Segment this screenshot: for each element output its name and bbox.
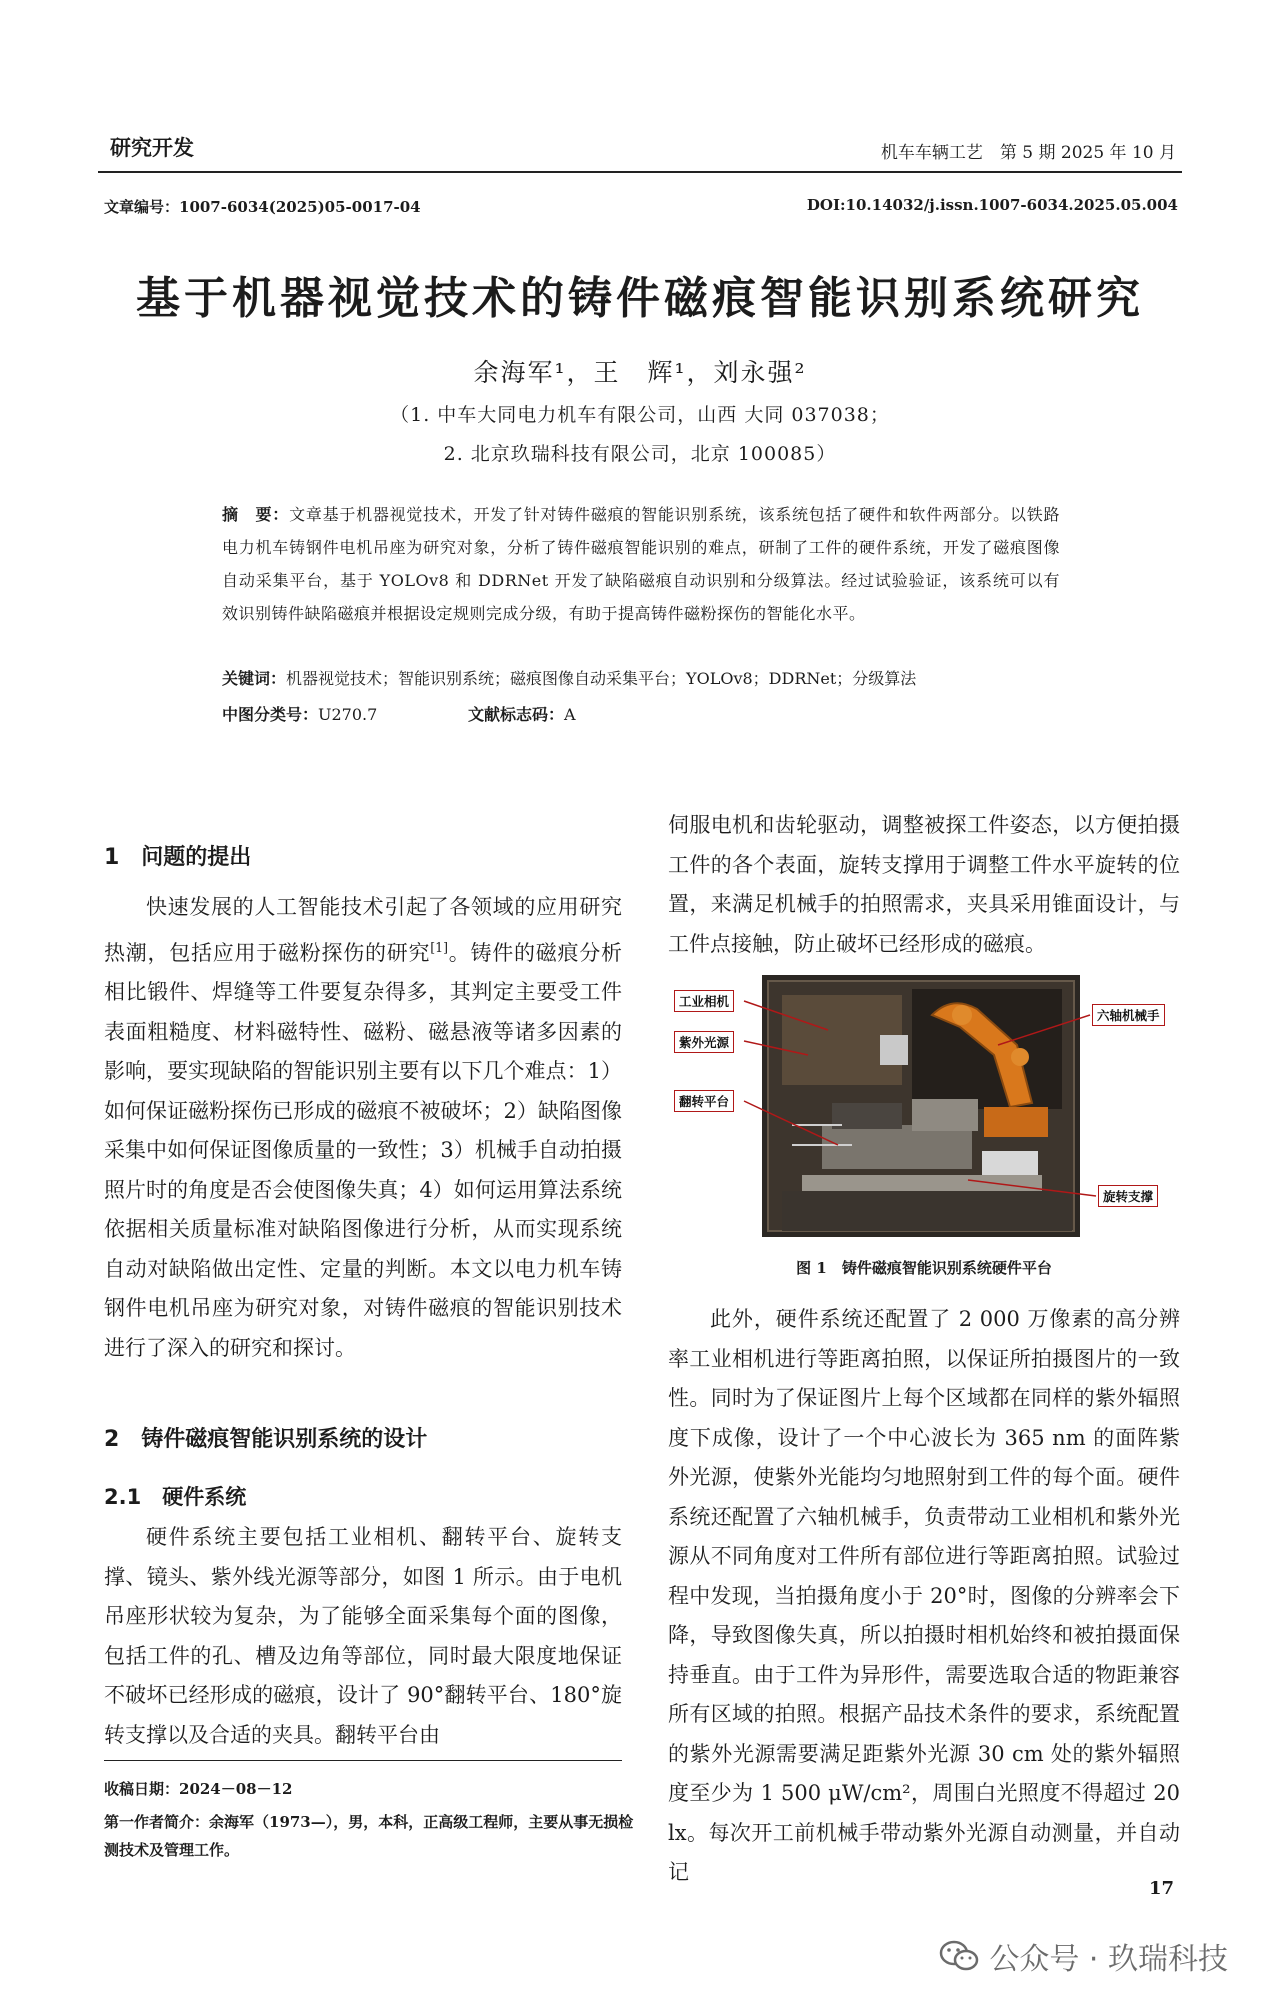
watermark: [939, 1934, 1228, 1978]
label-flip-platform: 翻转平台: [674, 1090, 734, 1112]
authors: 余海军¹，王 辉¹，刘永强²: [473, 358, 807, 387]
section-2-heading: 2 铸件磁痕智能识别系统的设计: [104, 1427, 428, 1452]
abstract-text: 文章基于机器视觉技术，开发了针对铸件磁痕的智能识别系统，该系统包括了硬件和软件两部分。以铁路电力机车铸钢件电机吊座为研究对象，分析了铸件磁痕智能识别的难点，研制了工件的硬件系统，开发了磁痕图像自动采集平台，基于 YOLOv8 和 DDRNet 开发了缺陷磁痕自动识别和分级算法。经过试验验证，该系统可以有效识别铸件缺陷磁痕并根据设定规则完成分级，有助于提高铸件磁粉探伤的智能化水平。: [222, 505, 1060, 623]
section-1-heading: 1 问题的提出: [104, 845, 252, 870]
right-p1-text: 伺服电机和齿轮驱动，调整被探工件姿态，以方便拍摄工件的各个表面，旋转支撑用于调整工件水平旋转的位置，来满足机械手的拍照需求，夹具采用锥面设计，与工件点接触，防止破坏已经形成的磁痕。: [668, 813, 1180, 956]
document-code: [468, 702, 576, 725]
footnote-rule: [104, 1760, 622, 1761]
label-six-axis-robot: 六轴机械手: [1092, 1004, 1165, 1026]
affiliation-2: 2. 北京玖瑞科技有限公司，北京 100085）: [443, 443, 837, 465]
right-paragraph-2: [668, 1300, 1180, 1893]
keywords-label: 关键词：: [222, 669, 287, 688]
article-number: 文章编号：1007-6034(2025)05-0017-04: [104, 198, 421, 216]
clc-value: U270.7: [318, 705, 378, 724]
keywords-text: 机器视觉技术；智能识别系统；磁痕图像自动采集平台；YOLOv8；DDRNet；分级算法: [286, 669, 917, 688]
header-rule: [98, 171, 1182, 173]
s1-text-b: 。铸件的磁痕分析相比锻件、焊缝等工件要复杂得多，其判定主要受工件表面粗糙度、材料磁特性、磁粉、磁悬液等诸多因素的影响，要实现缺陷的智能识别主要有以下几个难点：1）如何保证磁粉探伤已形成的磁痕不被破坏；2）缺陷图像采集中如何保证图像质量的一致性；3）机械手自动拍摄照片时的角度是否会使图像失真；4）如何运用算法系统依据相关质量标准对缺陷图像进行分析，从而实现系统自动对缺陷做出定性、定量的判断。本文以电力机车铸钢件电机吊座为研究对象，对铸件磁痕的智能识别技术进行了深入的研究和探讨。: [104, 940, 622, 1360]
received-date: 收稿日期：2024－08－12: [104, 1780, 293, 1798]
right-p2-text: 此外，硬件系统还配置了 2 000 万像素的高分辨率工业相机进行等距离拍照，以保证所拍摄图片的一致性。同时为了保证图片上每个区域都在同样的紫外辐照度下成像，设计了一个中心波长为 365 nm 的面阵紫外光源，使紫外光能均匀地照射到工件的每个面。硬件系统还配置了六轴机械手，负责带动工业相机和紫外光源从不同角度对工件所有部位进行等距离拍照。试验过程中发现，当拍摄角度小于 20°时，图像的分辨率会下降，导致图像失真，所以拍摄时相机始终和被拍摄面保持垂直。由于工件为异形件，需要选取合适的物距兼容所有区域的拍照。根据产品技术条件的要求，系统配置的紫外光源需要满足距紫外光源 30 cm 处的紫外辐照度至少为 1 500 μW/cm²，周围白光照度不得超过 20 lx。每次开工前机械手带动紫外光源自动测量，并自动记: [668, 1307, 1180, 1884]
affiliation-1: （1. 中车大同电力机车有限公司，山西 大同 037038；: [390, 404, 890, 426]
citation-1: [1]: [430, 939, 449, 955]
section-label: 研究开发: [110, 136, 194, 160]
keywords: [222, 666, 1082, 689]
page-number: 17: [1148, 1878, 1174, 1899]
abstract: [222, 498, 1060, 630]
journal-issue: 机车车辆工艺 第 5 期 2025 年 10 月: [880, 143, 1176, 163]
watermark-text: 公众号 · 玖瑞科技: [989, 1942, 1228, 1977]
section-2-1-heading: 2.1 硬件系统: [104, 1485, 247, 1509]
section-1-body: [104, 888, 622, 1368]
figure-caption: 图 1 铸件磁痕智能识别系统硬件平台: [796, 1259, 1052, 1277]
doi: DOI:10.14032/j.issn.1007-6034.2025.05.004: [806, 196, 1178, 214]
label-industrial-camera: 工业相机: [674, 990, 734, 1012]
right-paragraph-1: [668, 806, 1180, 964]
label-uv-light: 紫外光源: [674, 1031, 734, 1053]
label-rotary-support: 旋转支撑: [1098, 1185, 1158, 1207]
clc-label: 中图分类号：: [222, 705, 319, 724]
author-bio: 第一作者简介：余海军（1973—），男，本科，正高级工程师，主要从事无损检测技术及管理工作。: [104, 1813, 634, 1859]
paper-title: 基于机器视觉技术的铸件磁痕智能识别系统研究: [136, 273, 1144, 324]
doc-code-value: A: [564, 705, 576, 724]
abstract-label: 摘 要：: [222, 505, 290, 524]
callout-leader-lines: [668, 975, 1180, 1237]
s21-paragraph: 硬件系统主要包括工业相机、翻转平台、旋转支撑、镜头、紫外线光源等部分，如图 1 所示。由于电机吊座形状较为复杂，为了能够全面采集每个面的图像，包括工件的孔、槽及边角等部位，同时最大限度地保证不破坏已经形成的磁痕，设计了 90°翻转平台、180°旋转支撑以及合适的夹具。翻转平台由: [104, 1525, 622, 1747]
s1-text-a: 快速发展的人工智能技术引起了各领域的应用研究热潮，包括应用于磁粉探伤的研究: [104, 895, 622, 965]
doc-code-label: 文献标志码：: [468, 705, 565, 724]
clc-number: [222, 702, 377, 725]
section-2-1-body: [104, 1518, 622, 1755]
wechat-icon: [939, 1939, 979, 1973]
